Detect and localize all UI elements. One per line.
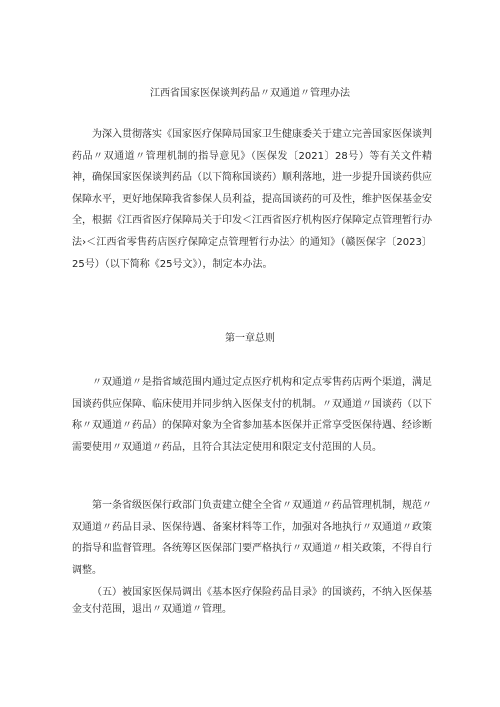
chapter-title: 第一章总则	[225, 333, 275, 344]
paragraph-definition: 〃双通道〃是指省域范围内通过定点医疗机构和定点零售药店两个渠道，满足国谈药供应保障、临床使用并同步纳入医保支付的机制。〃双通道〃国谈药（以下称〃双通道〃药品）的保障对象为全省参加基本医保并正常享受医保待遇、经诊断需要使用〃双通道〃药品，且符合其法定使用和限定支付范围的人员。	[72, 377, 432, 453]
paragraph-article-1: 第一条省级医保行政部门负责建立健全全省〃双通道〃药品管理机制，规范〃双通道〃药品目录、医保待遇、备案材料等工作，加强对各地执行〃双通道〃政策的指导和监督管理。各统筹区医保部门要严格执行〃双通道〃相关政策，不得自行调整。	[72, 500, 432, 576]
document-title: 江西省国家医保谈判药品〃双通道〃管理办法	[150, 88, 350, 99]
paragraph-item-5: （五）被国家医保局调出《基本医疗保险药品目录》的国谈药，不纳入医保基金支付范围，退出〃双通道〃管理。	[72, 587, 432, 615]
intro-paragraph: 为深入贯彻落实《国家医疗保障局国家卫生健康委关于建立完善国家医保谈判药品〃双通道〃管理机制的指导意见》（医保发〔2021〕28号）等有关文件精神，确保国家医保谈判药品（以下简称国谈药）顺利落地，进一步提升国谈药供应保障水平，更好地保障我省参保人员利益，提高国谈药的可及性，维护医保基金安全，根据《江西省医疗保障局关于印发＜江西省医疗机构医疗保障定点管理暂行办法›＜江西省零售药店医疗保障定点管理暂行办法〉的通知》（赣医保字〔2023〕25号）（以下简称《25号文》），制定本办法。	[72, 129, 432, 270]
